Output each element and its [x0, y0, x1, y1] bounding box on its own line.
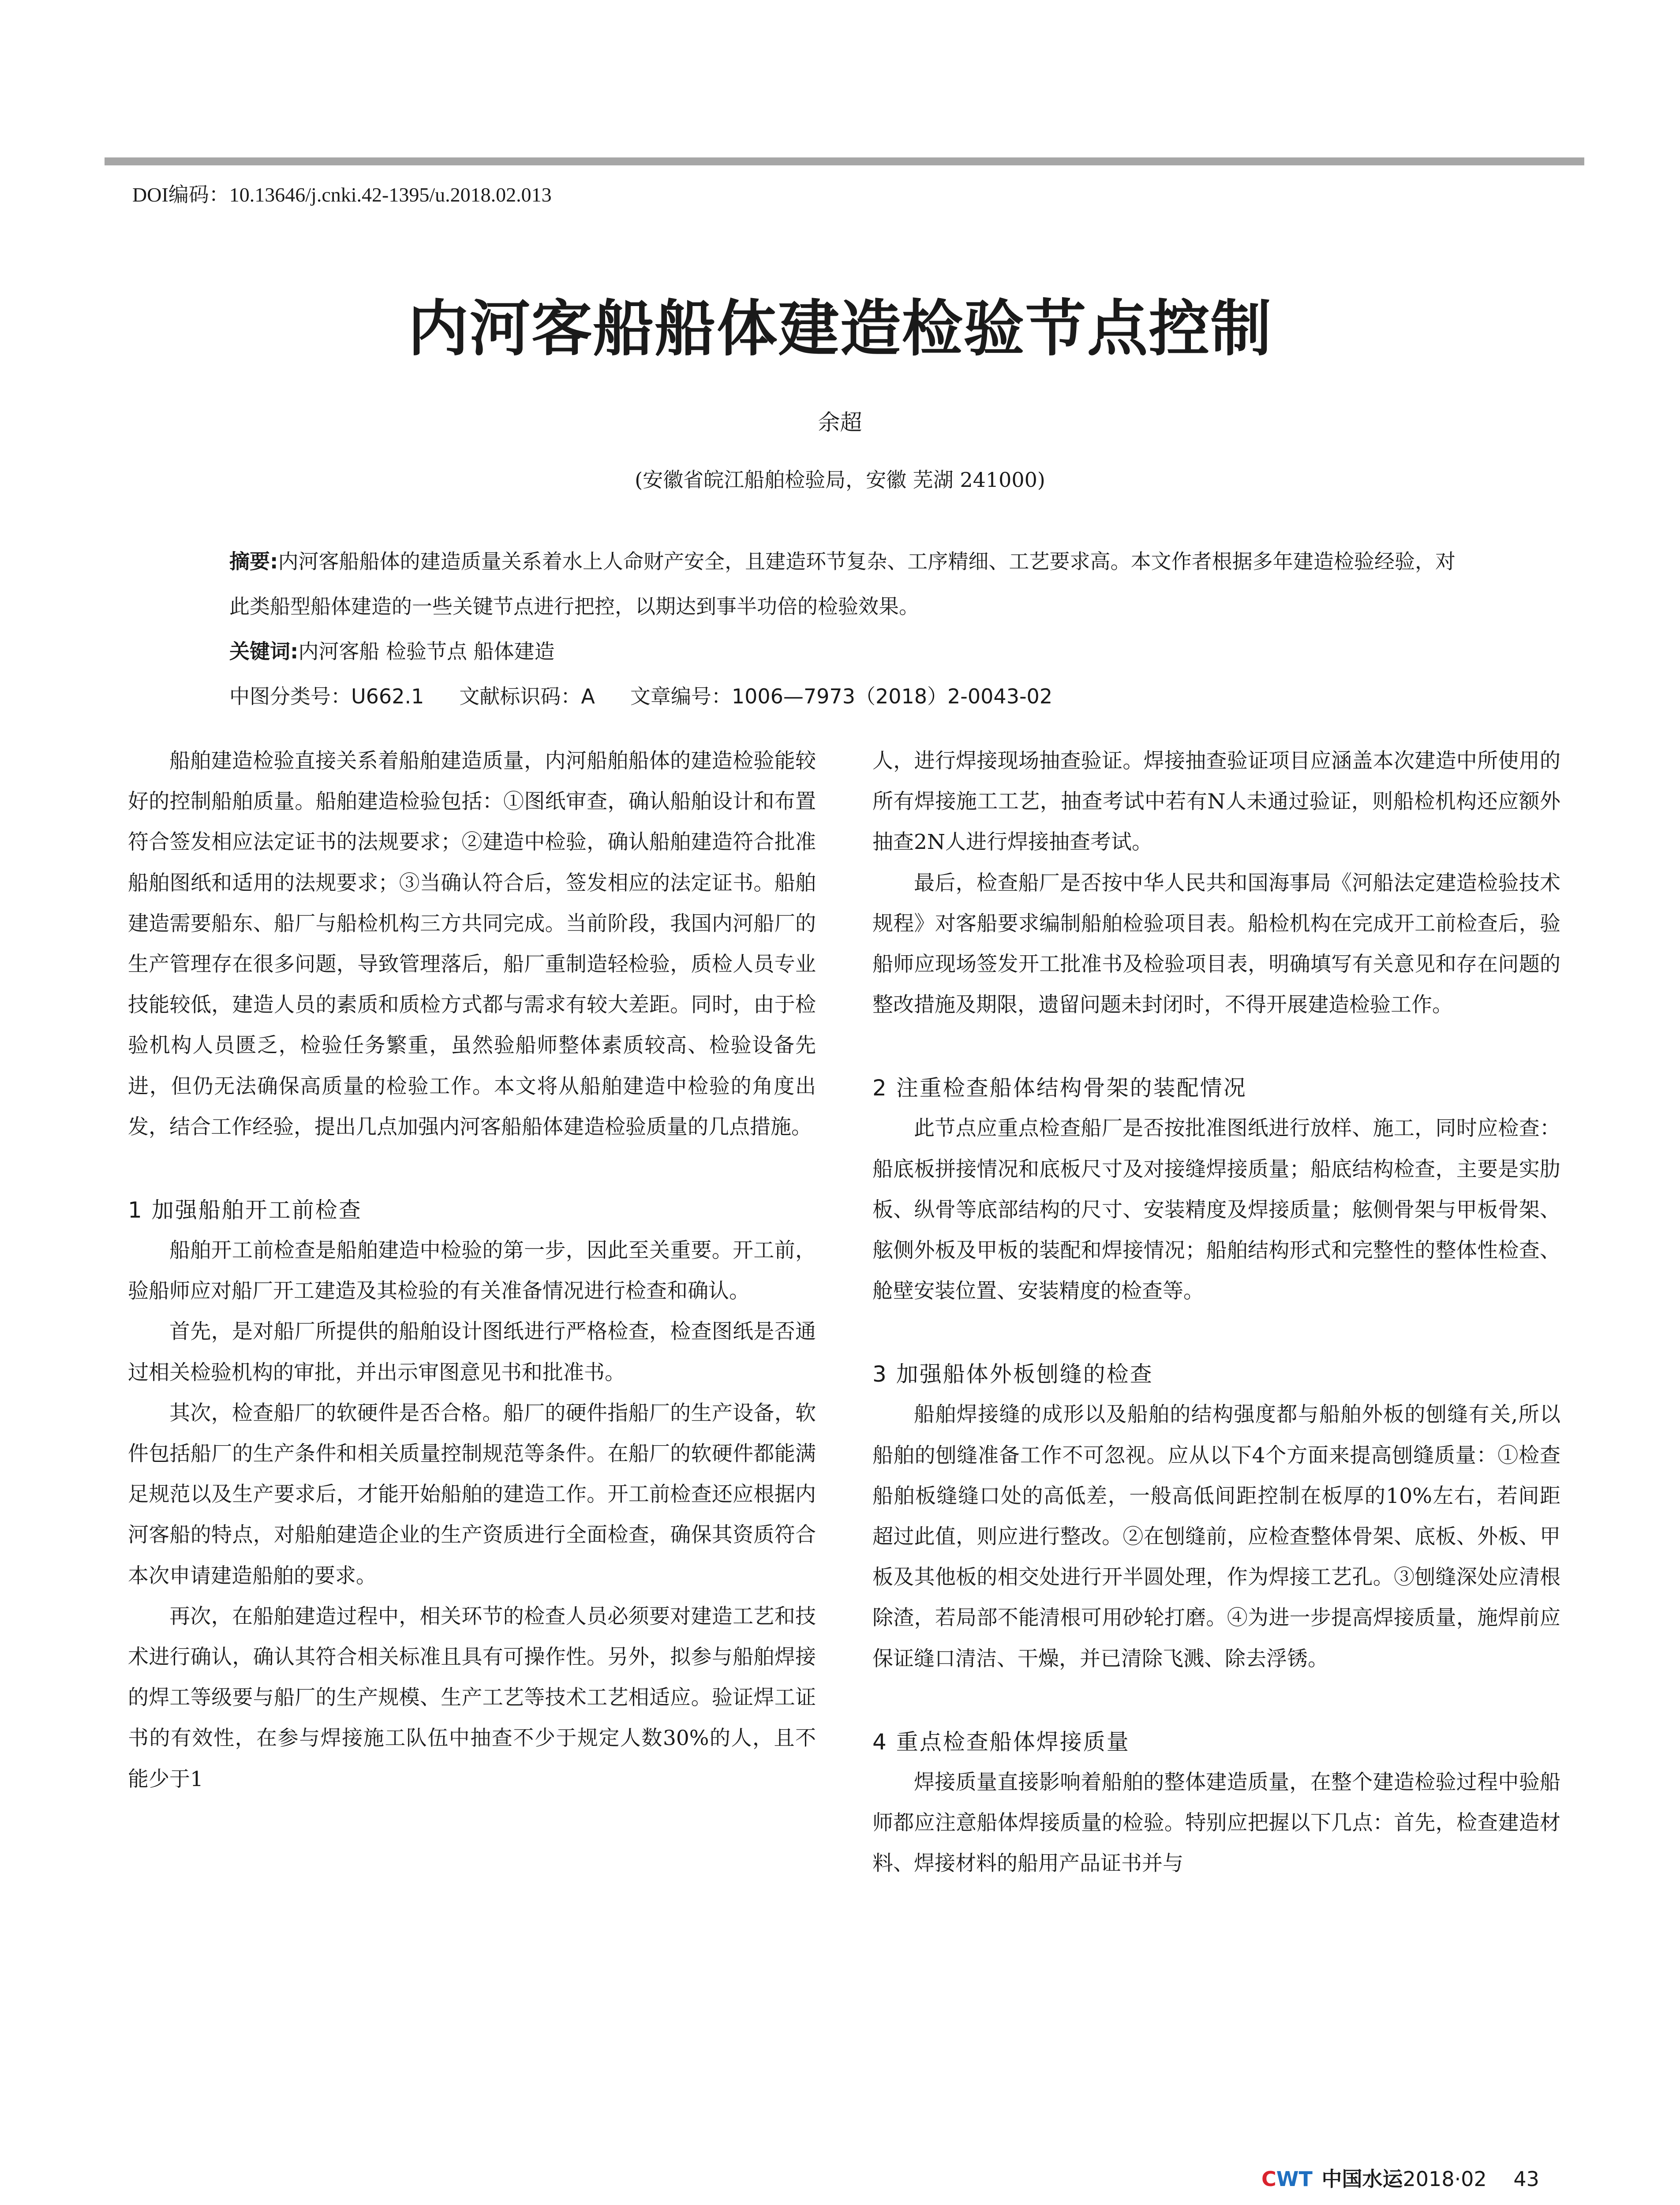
issue-number: 2018·02	[1403, 2167, 1487, 2191]
paper-title: 内河客船船体建造检验节点控制	[408, 293, 1272, 364]
section1-paragraph-1: 船舶开工前检查是船舶建造中检验的第一步，因此至关重要。开工前，验船师应对船厂开工建造及其检验的有关准备情况进行检查和确认。	[128, 1238, 816, 1304]
keywords	[229, 629, 1456, 674]
intro-paragraph: 船舶建造检验直接关系着船舶建造质量，内河船舶船体的建造检验能较好的控制船舶质量。船舶建造检验包括：①图纸审查，确认船舶设计和布置符合签发相应法定证书的法规要求；②建造中检验，确认船舶建造符合批准船舶图纸和适用的法规要求；③当确认符合后，签发相应的法定证书。船舶建造需要船东、船厂与船检机构三方共同完成。当前阶段，我国内河船厂的生产管理存在很多问题，导致管理落后，船厂重制造轻检验，质检人员专业技能较低，建造人员的素质和质检方式都与需求有较大差距。同时，由于检验机构人员匮乏，检验任务繁重，虽然验船师整体素质较高、检验设备先进，但仍无法确保高质量的检验工作。本文将从船舶建造中检验的角度出发，结合工作经验，提出几点加强内河客船船体建造检验质量的几点措施。	[128, 749, 816, 1139]
keywords-text: 内河客船 检验节点 船体建造	[298, 639, 555, 663]
clc-number: 中图分类号：U662.1	[229, 684, 424, 708]
cwt-logo-wt: WT	[1276, 2167, 1313, 2191]
right-column	[872, 741, 1560, 1884]
cwt-logo-c: C	[1261, 2167, 1276, 2191]
section-heading-4: 4 重点检查船体焊接质量	[872, 1729, 1130, 1755]
section4-paragraph-1: 焊接质量直接影响着船舶的整体建造质量，在整个建造检验过程中验船师都应注意船体焊接质量的检验。特别应把握以下几点：首先，检查建造材料、焊接材料的船用产品证书并与	[872, 1770, 1560, 1876]
page-number: 43	[1513, 2167, 1539, 2191]
author-affiliation: (安徽省皖江船舶检验局，安徽 芜湖 241000)	[635, 468, 1045, 492]
doi-line: DOI编码：10.13646/j.cnki.42-1395/u.2018.02.013	[132, 183, 552, 206]
author-name: 余超	[818, 410, 862, 435]
classification-line	[229, 674, 1456, 719]
section1-paragraph-4-continued: 人，进行焊接现场抽查验证。焊接抽查验证项目应涵盖本次建造中所使用的所有焊接施工工艺，抽查考试中若有N人未通过验证，则船检机构还应额外抽查2N人进行焊接抽查考试。	[872, 749, 1560, 855]
section-heading-3: 3 加强船体外板刨缝的检查	[872, 1361, 1153, 1387]
left-column	[128, 741, 816, 1800]
abstract-label: 摘要:	[229, 549, 278, 573]
page-footer	[1261, 2163, 1539, 2192]
section3-paragraph-1: 船舶焊接缝的成形以及船舶的结构强度都与船舶外板的刨缝有关,所以船舶的刨缝准备工作不可忽视。应从以下4个方面来提高刨缝质量：①检查船舶板缝缝口处的高低差，一般高低间距控制在板厚的10%左右，若间距超过此值，则应进行整改。②在刨缝前，应检查整体骨架、底板、外板、甲板及其他板的相交处进行开半圆处理，作为焊接工艺孔。③刨缝深处应清根除渣，若局部不能清根可用砂轮打磨。④为进一步提高焊接质量，施焊前应保证缝口清洁、干燥，并已清除飞溅、除去浮锈。	[872, 1402, 1560, 1671]
magazine-name: 中国水运	[1321, 2167, 1403, 2191]
keywords-label: 关键词:	[229, 639, 299, 663]
section-heading-2: 2 注重检查船体结构骨架的装配情况	[872, 1075, 1247, 1101]
document-code: 文献标识码：A	[459, 684, 595, 708]
article-number: 文章编号：1006—7973（2018）2-0043-02	[630, 684, 1053, 708]
section1-paragraph-5: 最后，检查船厂是否按中华人民共和国海事局《河船法定建造检验技术规程》对客船要求编制船舶检验项目表。船检机构在完成开工前检查后，验船师应现场签发开工批准书及检验项目表，明确填写有关意见和存在问题的整改措施及期限，遗留问题未封闭时，不得开展建造检验工作。	[872, 871, 1560, 1017]
section1-paragraph-3: 其次，检查船厂的软硬件是否合格。船厂的硬件指船厂的生产设备，软件包括船厂的生产条件和相关质量控制规范等条件。在船厂的软硬件都能满足规范以及生产要求后，才能开始船舶的建造工作。开工前检查还应根据内河客船的特点，对船舶建造企业的生产资质进行全面检查，确保其资质符合本次申请建造船舶的要求。	[128, 1401, 816, 1588]
abstract-block	[229, 539, 1456, 719]
section1-paragraph-2: 首先，是对船厂所提供的船舶设计图纸进行严格检查，检查图纸是否通过相关检验机构的审批，并出示审图意见书和批准书。	[128, 1319, 816, 1385]
section2-paragraph-1: 此节点应重点检查船厂是否按批准图纸进行放样、施工，同时应检查：船底板拼接情况和底板尺寸及对接缝焊接质量；船底结构检查，主要是实肋板、纵骨等底部结构的尺寸、安装精度及焊接质量；舷侧骨架与甲板骨架、舷侧外板及甲板的装配和焊接情况；船舶结构形式和完整性的整体性检查、舱壁安装位置、安装精度的检查等。	[872, 1116, 1560, 1304]
abstract	[229, 539, 1456, 629]
abstract-text: 内河客船船体的建造质量关系着水上人命财产安全，且建造环节复杂、工序精细、工艺要求高。本文作者根据多年建造检验经验，对此类船型船体建造的一些关键节点进行把控，以期达到事半功倍的检验效果。	[229, 549, 1456, 618]
section1-paragraph-4: 再次，在船舶建造过程中，相关环节的检查人员必须要对建造工艺和技术进行确认，确认其符合相关标准且具有可操作性。另外，拟参与船舶焊接的焊工等级要与船厂的生产规模、生产工艺等技术工艺相适应。验证焊工证书的有效性，在参与焊接施工队伍中抽查不少于规定人数30%的人，且不能少于1	[128, 1604, 816, 1791]
header-rule	[105, 157, 1584, 165]
section-heading-1: 1 加强船舶开工前检查	[128, 1197, 362, 1223]
